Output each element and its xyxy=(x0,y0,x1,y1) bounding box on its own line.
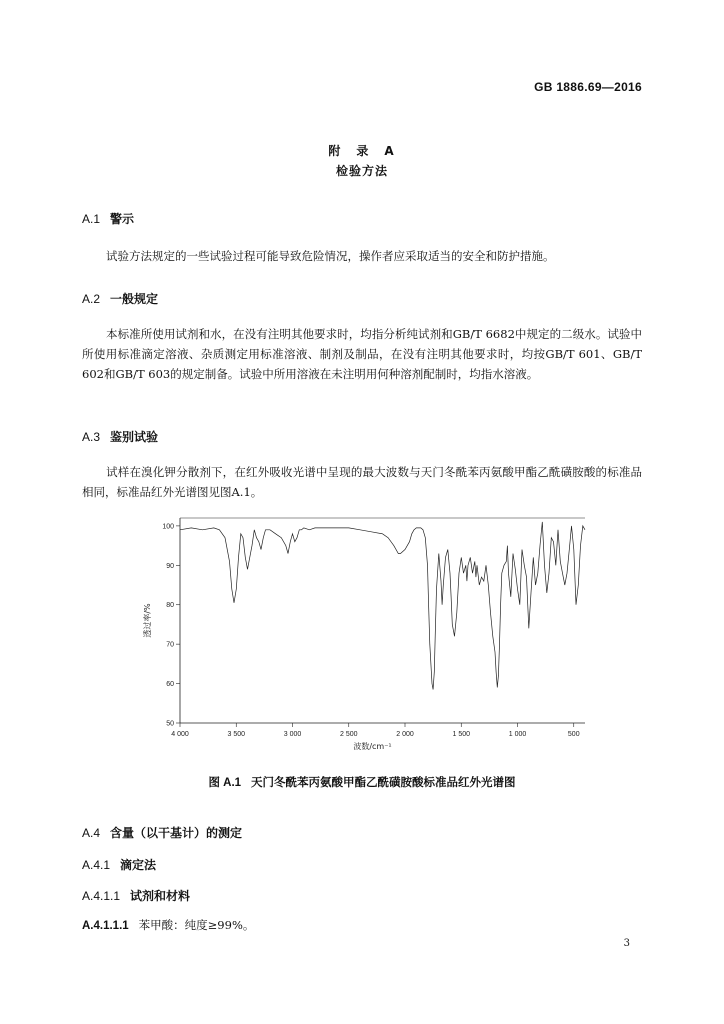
section-title: 警示 xyxy=(110,212,135,226)
section-a2-heading xyxy=(82,290,158,307)
section-title: 一般规定 xyxy=(110,292,159,306)
section-number: A.4.1.1.1 xyxy=(82,920,129,932)
section-a1-heading xyxy=(82,210,134,227)
paragraph-text: 本标准所使用试剂和水，在没有注明其他要求时，均指分析纯试剂和GB/T 6682中规定的二级水。试验中所使用标准滴定溶液、杂质测定用标准溶液、制剂及制品，在没有注明其他要求时，均按GB/T 601、GB/T 602和GB/T 603的规定制备。试验中所用溶液在未注明用何种溶剂配制时，均指水溶液。 xyxy=(82,327,642,381)
x-tick-label: 3 000 xyxy=(283,731,302,738)
y-tick-label: 90 xyxy=(166,562,174,570)
x-tick-label: 500 xyxy=(567,731,580,738)
spectrum-line xyxy=(180,522,585,690)
section-number: A.4 xyxy=(82,826,101,840)
section-title: 鉴别试验 xyxy=(110,430,159,444)
section-a3-text xyxy=(82,462,642,502)
y-tick-label: 60 xyxy=(166,681,174,689)
x-axis-ticks xyxy=(171,723,579,738)
page-number: 3 xyxy=(623,938,630,949)
section-number: A.2 xyxy=(82,292,101,306)
y-axis-label: 透过率/% xyxy=(143,603,152,638)
figure-caption-text: 天门冬酰苯丙氨酸甲酯乙酰磺胺酸标准品红外光谱图 xyxy=(251,775,516,789)
section-a411-heading xyxy=(82,887,190,904)
section-a3-heading xyxy=(82,428,158,445)
ir-spectrum-chart xyxy=(130,510,590,760)
section-number: A.1 xyxy=(82,212,101,226)
y-tick-label: 100 xyxy=(162,523,174,531)
section-a4111-item xyxy=(82,917,254,933)
section-number: A.4.1 xyxy=(82,858,111,872)
section-a2-text xyxy=(82,324,642,384)
section-title: 含量（以干基计）的测定 xyxy=(110,826,243,840)
standard-code: GB 1886.69—2016 xyxy=(534,80,642,94)
x-tick-label: 4 000 xyxy=(171,731,189,738)
figure-number: 图 A.1 xyxy=(208,777,242,789)
section-title: 试剂和材料 xyxy=(130,889,191,903)
annex-subtitle: 检验方法 xyxy=(335,164,388,178)
section-number: A.4.1.1 xyxy=(82,889,121,903)
paragraph-text: 试验方法规定的一些试验过程可能导致危险情况，操作者应采取适当的安全和防护措施。 xyxy=(106,249,555,263)
x-tick-label: 2 000 xyxy=(396,731,414,738)
section-number: A.3 xyxy=(82,430,101,444)
section-a4-heading xyxy=(82,824,242,841)
annex-title: 附 录 A xyxy=(328,144,396,158)
x-tick-label: 1 000 xyxy=(508,731,527,738)
chart-axes xyxy=(180,518,585,723)
figure-caption xyxy=(0,774,724,790)
x-axis-label: 波数/cm⁻¹ xyxy=(353,742,392,751)
x-tick-label: 3 500 xyxy=(227,731,246,738)
section-a41-heading xyxy=(82,856,156,873)
item-text: 苯甲酸：纯度≥99%。 xyxy=(138,918,255,932)
x-tick-label: 2 500 xyxy=(339,731,358,738)
y-axis-ticks xyxy=(162,523,180,727)
paragraph-text: 试样在溴化钾分散剂下，在红外吸收光谱中呈现的最大波数与天门冬酰苯丙氨酸甲酯乙酰磺胺酸的标准品相同，标准品红外光谱图见图A.1。 xyxy=(82,465,642,499)
x-tick-label: 1 500 xyxy=(452,731,471,738)
section-a1-text xyxy=(82,246,642,266)
y-tick-label: 80 xyxy=(166,602,174,610)
section-title: 滴定法 xyxy=(120,858,157,872)
y-tick-label: 50 xyxy=(166,720,174,728)
y-tick-label: 70 xyxy=(166,641,174,649)
